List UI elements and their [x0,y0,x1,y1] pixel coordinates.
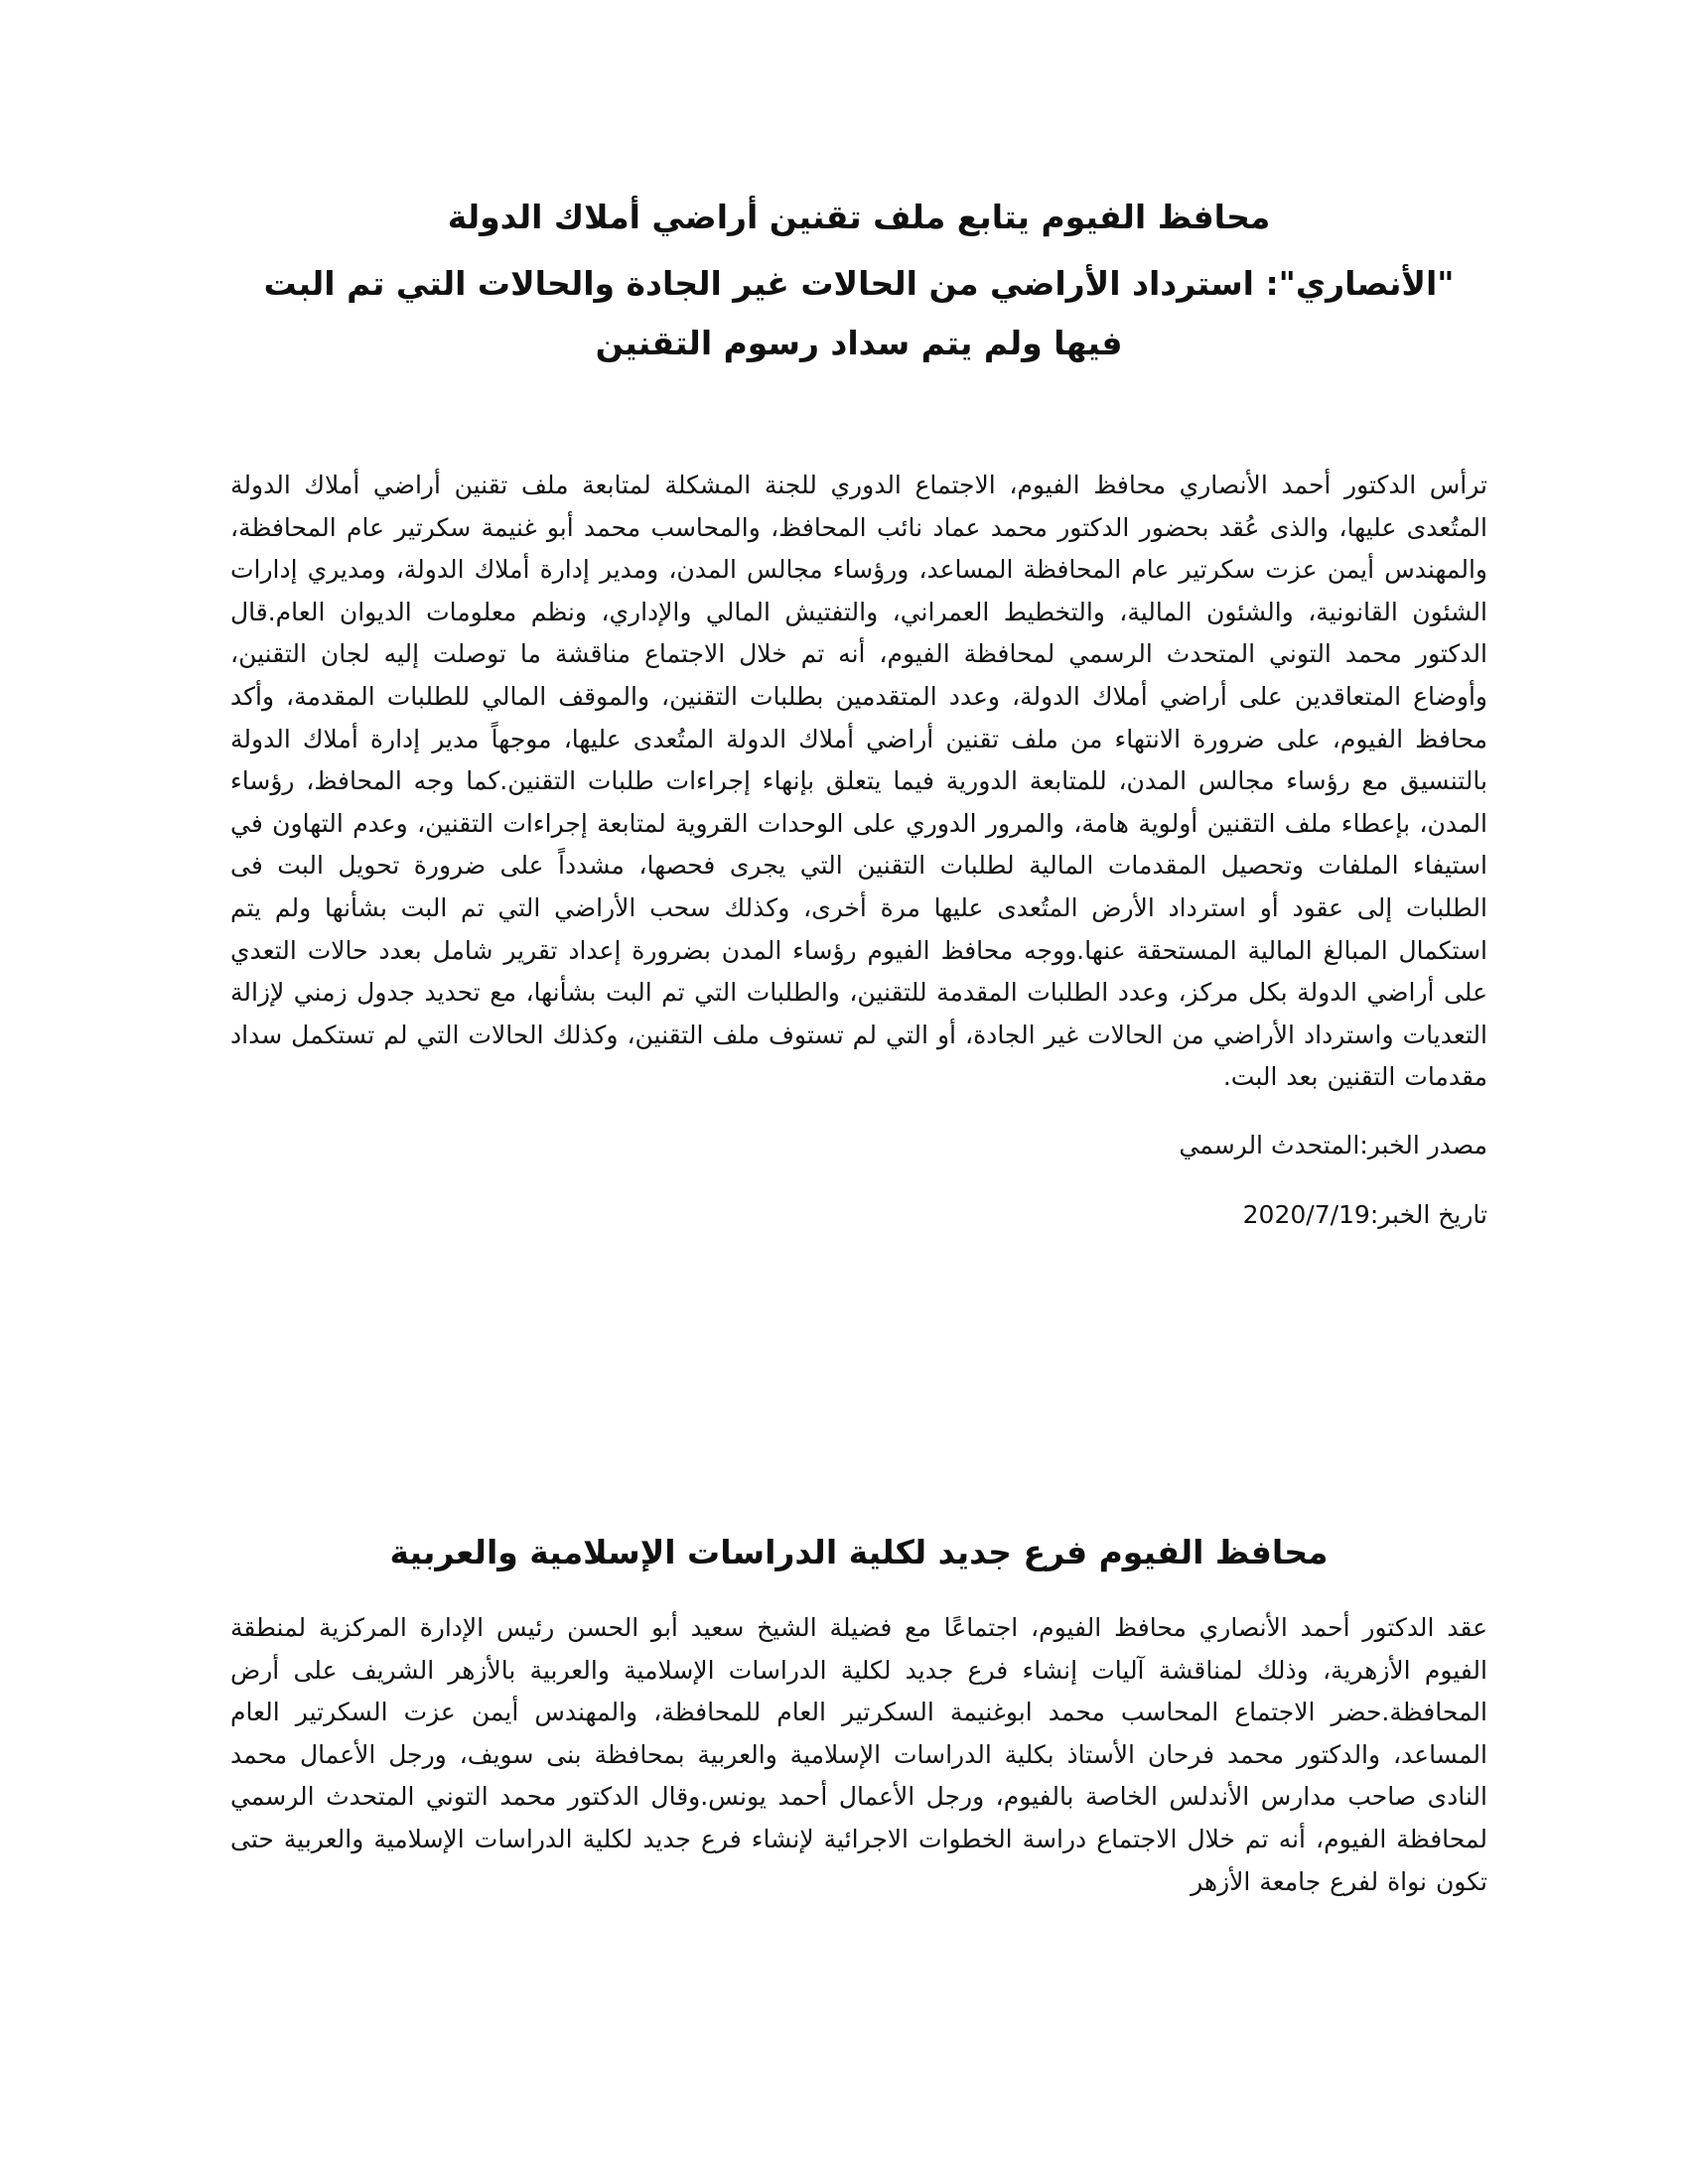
article-subheadline: "الأنصاري": استرداد الأراضي من الحالات غير الجادة والحالات التي تم البت فيها ولم يتم سداد رسوم التقنين [263,264,1455,362]
article-body: ترأس الدكتور أحمد الأنصاري محافظ الفيوم، الاجتماع الدوري للجنة المشكلة لمتابعة ملف تقنين أراضي أملاك الدولة المتُعدى عليها، والذى عُقد بحضور الدكتور محمد عماد نائب المحافظ، والمحاسب محمد أبو غنيمة سكرتير عام المحافظة، والمهندس أيمن عزت سكرتير عام المحافظة المساعد، ورؤساء مجالس المدن، ومدير إدارة أملاك الدولة، ومديري إدارات الشئون القانونية، والشئون المالية، والتخطيط العمراني، والتفتيش المالي والإداري، ونظم معلومات الديوان العام.قال الدكتور محمد التوني المتحدث الرسمي لمحافظة الفيوم، أنه تم خلال الاجتماع مناقشة ما توصلت إليه لجان التقنين، وأوضاع المتعاقدين على أراضي أملاك الدولة، وعدد المتقدمين بطلبات التقنين، والموقف المالي للطلبات المقدمة، وأكد محافظ الفيوم، على ضرورة الانتهاء من ملف تقنين أراضي أملاك الدولة المتُعدى عليها، موجهاً مدير إدارة أملاك الدولة بالتنسيق مع رؤساء مجالس المدن، للمتابعة الدورية فيما يتعلق بإنهاء إجراءات طلبات التقنين.كما وجه المحافظ، رؤساء المدن، بإعطاء ملف التقنين أولوية هامة، والمرور الدوري على الوحدات القروية لمتابعة إجراءات التقنين، وعدم التهاون في استيفاء الملفات وتحصيل المقدمات المالية لطلبات التقنين التي يجرى فحصها، مشدداً على ضرورة تحويل البت فى الطلبات إلى عقود أو استرداد الأرض المتُعدى عليها مرة أخرى، وكذلك سحب الأراضي التي تم البت بشأنها ولم يتم استكمال المبالغ المالية المستحقة عنها.ووجه محافظ الفيوم رؤساء المدن بضرورة إعداد تقرير شامل بعدد حالات التعدي على أراضي الدولة بكل مركز، وعدد الطلبات المقدمة للتقنين، والطلبات التي تم البت بشأنها، مع تحديد جدول زمني لإزالة التعديات واسترداد الأراضي من الحالات غير الجادة، أو التي لم تستوف ملف التقنين، وكذلك الحالات التي لم تستكمل سداد مقدمات التقنين بعد البت. [230,471,1487,1092]
news-source-line [230,1125,1487,1166]
news-date-value: 2020/7/19 [1242,1199,1370,1229]
article-headline: محافظ الفيوم فرع جديد لكلية الدراسات الإسلامية والعربية [389,1533,1329,1571]
news-date-label: تاريخ الخبر: [1369,1199,1487,1229]
news-article-islamic-studies-branch [230,1524,1487,1903]
news-source-value: المتحدث الرسمي [1179,1130,1360,1160]
news-article-land-legalization [230,189,1487,1236]
article-body: عقد الدكتور أحمد الأنصاري محافظ الفيوم، اجتماعًا مع فضيلة الشيخ سعيد أبو الحسن رئيس الإدارة المركزية لمنطقة الفيوم الأزهرية، وذلك لمناقشة آليات إنشاء فرع جديد لكلية الدراسات الإسلامية والعربية بالأزهر الشريف على أرض المحافظة.حضر الاجتماع المحاسب محمد ابوغنيمة السكرتير العام للمحافظة، والمهندس أيمن عزت السكرتير العام المساعد، والدكتور محمد فرحان الأستاذ بكلية الدراسات الإسلامية والعربية بمحافظة بنى سويف، ورجل الأعمال محمد النادى صاحب مدارس الأندلس الخاصة بالفيوم، ورجل الأعمال أحمد يونس.وقال الدكتور محمد التوني المتحدث الرسمي لمحافظة الفيوم، أنه تم خلال الاجتماع دراسة الخطوات الاجرائية لإنشاء فرع جديد لكلية الدراسات الإسلامية والعربية حتى تكون نواة لفرع جامعة الأزهر [230,1613,1487,1896]
news-date-line [230,1194,1487,1236]
article-headline: محافظ الفيوم يتابع ملف تقنين أراضي أملاك الدولة [447,198,1271,236]
news-source-label: مصدر الخبر: [1359,1130,1487,1160]
